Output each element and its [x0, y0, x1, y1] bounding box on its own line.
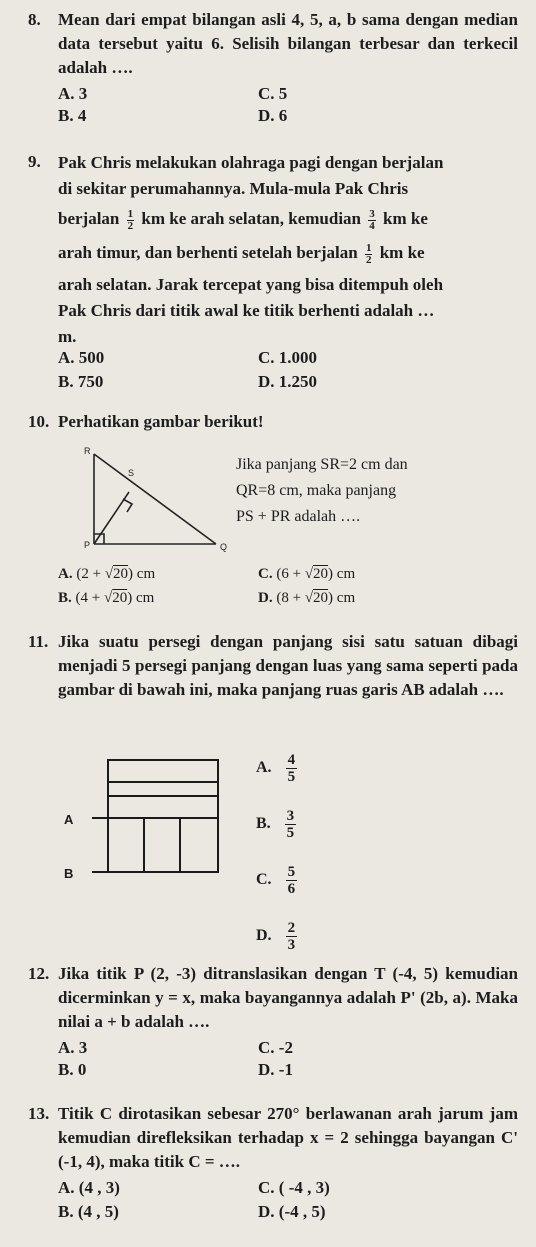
question-number: 9. [28, 152, 41, 171]
option-pre: (4 + [75, 590, 104, 606]
option-pre: (8 + [276, 590, 305, 606]
q10-side-line-3: PS + PR adalah …. [236, 508, 361, 525]
label-r: R [84, 446, 91, 456]
option-b[interactable] [58, 590, 154, 607]
label-b: B [64, 866, 74, 881]
denominator: 3 [287, 937, 296, 953]
numerator: 3 [369, 207, 375, 220]
option-pre: (6 + [276, 566, 305, 582]
option-d[interactable]: D. (-4 , 5) [258, 1202, 326, 1221]
option-b[interactable]: B. 4 [58, 106, 87, 125]
option-a[interactable]: A. 500 [58, 348, 105, 367]
option-d[interactable]: D. 6 [258, 106, 288, 125]
question-13 [28, 1102, 518, 1174]
fraction [286, 920, 298, 953]
option-a[interactable]: A. 3 [58, 1038, 88, 1057]
option-c[interactable]: C. -2 [258, 1038, 293, 1057]
option-d[interactable] [258, 590, 355, 607]
question-text: Titik C dirotasikan sebesar 270° berlawanan arah jarum jam kemudian direfleksikan terhadap x = 2 sehingga bayangan C' (-1, 4), maka titik C = …. [58, 1104, 518, 1171]
option-letter: A. [256, 759, 272, 777]
q9-text-segment: arah timur, dan berhenti setelah berjalan [58, 243, 358, 262]
option-d[interactable]: D. 1.250 [258, 372, 318, 391]
fraction [285, 808, 297, 841]
sqrt-sign: √ [304, 566, 314, 582]
option-letter: B. [256, 815, 271, 833]
square-figure [62, 752, 232, 882]
q10-side-text [236, 452, 408, 530]
option-b[interactable]: B. 750 [58, 372, 104, 391]
option-post: ) cm [328, 566, 356, 582]
option-d[interactable]: D. -1 [258, 1060, 293, 1079]
triangle-figure [84, 446, 234, 556]
q9-line-7: m. [58, 327, 77, 346]
label-p: P [84, 540, 91, 550]
option-b[interactable] [256, 808, 296, 841]
question-8 [28, 8, 518, 80]
option-post: ) cm [328, 590, 356, 606]
q9-text-segment: km ke [379, 243, 425, 262]
question-number: 10. [28, 412, 50, 431]
denominator: 6 [287, 881, 296, 897]
radicand: 20 [112, 590, 128, 606]
question-10 [28, 410, 518, 434]
option-c[interactable]: C. 5 [258, 84, 288, 103]
numerator: 2 [287, 920, 296, 936]
radicand: 20 [113, 566, 129, 582]
option-c[interactable] [256, 864, 297, 897]
option-letter: D. [256, 927, 272, 945]
denominator: 2 [365, 253, 372, 266]
sqrt-sign: √ [304, 590, 314, 606]
fraction [368, 209, 376, 232]
sqrt-sign: √ [103, 590, 113, 606]
option-a[interactable]: A. 3 [58, 84, 88, 103]
option-c[interactable]: C. 1.000 [258, 348, 318, 367]
option-a[interactable] [58, 566, 155, 583]
question-text [58, 150, 518, 350]
q10-side-line-1: Jika panjang SR=2 cm dan [236, 456, 408, 473]
option-d[interactable] [256, 920, 297, 953]
denominator: 4 [369, 219, 375, 232]
question-number: 8. [28, 10, 41, 29]
q9-line-1: Pak Chris melakukan olahraga pagi dengan berjalan [58, 153, 444, 172]
option-letter: C. [256, 871, 272, 889]
question-12 [28, 962, 518, 1034]
sqrt-sign: √ [104, 566, 114, 582]
q9-text-segment: km ke [383, 209, 428, 228]
label-s: S [128, 468, 135, 478]
question-9 [28, 150, 518, 350]
radicand: 20 [313, 566, 329, 582]
question-number: 12. [28, 964, 50, 983]
question-heading: Perhatikan gambar berikut! [58, 412, 264, 431]
option-post: ) cm [127, 590, 155, 606]
option-b[interactable]: B. 0 [58, 1060, 87, 1079]
label-a: A [64, 812, 74, 827]
fraction [286, 752, 298, 785]
radicand: 20 [313, 590, 329, 606]
question-number: 11. [28, 632, 49, 651]
numerator: 3 [286, 808, 295, 824]
q9-line-2: di sekitar perumahannya. Mula-mula Pak Chris [58, 179, 409, 198]
q10-side-line-2: QR=8 cm, maka panjang [236, 482, 397, 499]
option-a[interactable] [256, 752, 297, 785]
label-q: Q [220, 542, 228, 552]
option-c[interactable] [258, 566, 355, 583]
numerator: 1 [127, 207, 134, 220]
question-number: 13. [28, 1104, 50, 1123]
numerator: 4 [287, 752, 296, 768]
denominator: 5 [287, 769, 296, 785]
question-11 [28, 630, 518, 702]
question-text: Jika titik P (2, -3) ditranslasikan dengan T (-4, 5) kemudian dicerminkan y = x, maka bayangannya adalah P' (2b, a). Maka nilai a + b adalah …. [58, 964, 518, 1031]
option-post: ) cm [128, 566, 156, 582]
option-pre: (2 + [76, 566, 105, 582]
option-letter: B. [58, 590, 72, 606]
option-b[interactable]: B. (4 , 5) [58, 1202, 119, 1221]
option-letter: A. [58, 566, 73, 582]
numerator: 1 [365, 241, 372, 254]
option-a[interactable]: A. (4 , 3) [58, 1178, 120, 1197]
q9-text-segment: km ke arah selatan, kemudian [141, 209, 362, 228]
question-text: Mean dari empat bilangan asli 4, 5, a, b sama dengan median data tersebut yaitu 6. Selisih bilangan terbesar dan terkecil adalah …. [58, 10, 518, 77]
q9-text-segment: berjalan [58, 209, 120, 228]
numerator: 5 [287, 864, 296, 880]
fraction [365, 243, 373, 266]
option-letter: C. [258, 566, 273, 582]
option-c[interactable]: C. ( -4 , 3) [258, 1178, 330, 1197]
denominator: 5 [286, 825, 295, 841]
option-letter: D. [258, 590, 273, 606]
denominator: 2 [127, 219, 134, 232]
fraction [286, 864, 298, 897]
q9-line-5: arah selatan. Jarak tercepat yang bisa ditempuh oleh [58, 275, 444, 294]
q9-line-6: Pak Chris dari titik awal ke titik berhenti adalah … [58, 301, 435, 320]
question-text: Jika suatu persegi dengan panjang sisi satu satuan dibagi menjadi 5 persegi panjang dengan luas yang sama seperti pada gambar di bawah ini, maka panjang ruas garis AB adalah …. [58, 632, 518, 699]
fraction [127, 209, 135, 232]
q9-line-4 [58, 240, 518, 266]
q9-line-3 [58, 206, 518, 232]
